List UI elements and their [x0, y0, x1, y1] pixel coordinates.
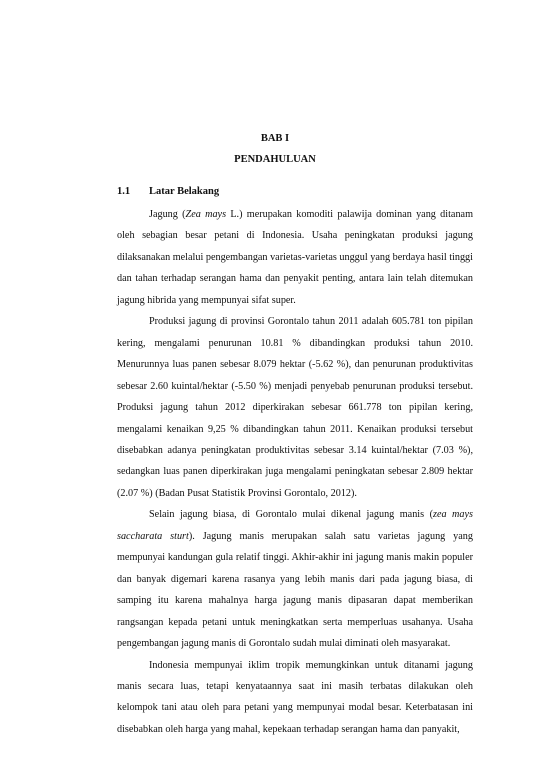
section-title: Latar Belakang	[149, 186, 220, 197]
chapter-number: BAB I	[260, 133, 290, 144]
section-number: 1.1	[117, 186, 131, 197]
scientific-name: Zea mays	[185, 209, 227, 220]
paragraph-3-text-cont: ). Jagung manis merupakan salah satu varietas jagung yang mempunyai kandungan gula relatif tinggi. Akhir-akhir ini jagung manis makin populer dan banyak digemari karena rasanya yang lebih manis dari pada jagung biasa, di samping itu karena mahalnya harga jagung manis dipasaran dapat memberikan rangsangan kepada petani untuk meningkatkan serta memperluas usahanya. Usaha pengembangan jagung manis di Gorontalo sudah mulai diminati oleh masyarakat.	[117, 530, 473, 650]
paragraph-1	[117, 204, 473, 311]
paragraph-3	[117, 504, 473, 654]
paragraph-3-text: Selain jagung biasa, di Gorontalo mulai dikenal jagung manis (	[149, 509, 433, 521]
chapter-title: PENDAHULUAN	[234, 154, 316, 165]
scientific-name-sweet-corn: zea mays saccharata sturt	[117, 509, 473, 542]
paragraph-4: Indonesia mempunyai iklim tropik memungkinkan untuk ditanami jagung manis secara luas, tetapi kenyataannya saat ini masih terbatas dilakukan oleh kelompok tani atau oleh para petani yang mempunyai modal besar. Keterbatasan ini disebabkan oleh harga yang mahal, kepekaan terhadap serangan hama dan panyakit,	[117, 659, 473, 735]
paragraph-1-text: Jagung (	[149, 209, 186, 220]
paragraph-1-text-cont: L.) merupakan komoditi palawija dominan yang ditanam oleh sebagian besar petani di Indonesia. Usaha peningkatan produksi jagung dilaksanakan melalui pengembangan varietas-varietas unggul yang berdaya hasil tinggi dan tahan terhadap serangan hama dan penyakit penting, antara lain telah ditemukan jagung hibrida yang mempunyai sifat super.	[117, 209, 473, 306]
body-text	[117, 204, 473, 740]
section-heading	[117, 186, 219, 198]
paragraph-2: Produksi jagung di provinsi Gorontalo tahun 2011 adalah 605.781 ton pipilan kering, mengalami penurunan 10.81 % dibandingkan produksi tahun 2010. Menurunnya luas panen sebesar 8.079 hektar (-5.62 %), dan penurunan produktivitas sebesar 2.60 kuintal/hektar (-5.50 %) menjadi penyebab penurunan produksi tersebut. Produksi jagung tahun 2012 diperkirakan sebesar 661.778 ton pipilan kering, mengalami kenaikan 9,25 % dibandingkan tahun 2011. Kenaikan produksi tersebut disebabkan adanya peningkatan produktivitas sebesar 3.14 kuintal/hektar (7.03 %), sedangkan luas panen diperkirakan juga mengalami peningkatan sebesar 2.809 hektar (2.07 %) (Badan Pusat Statistik Provinsi Gorontalo, 2012).	[117, 316, 473, 499]
